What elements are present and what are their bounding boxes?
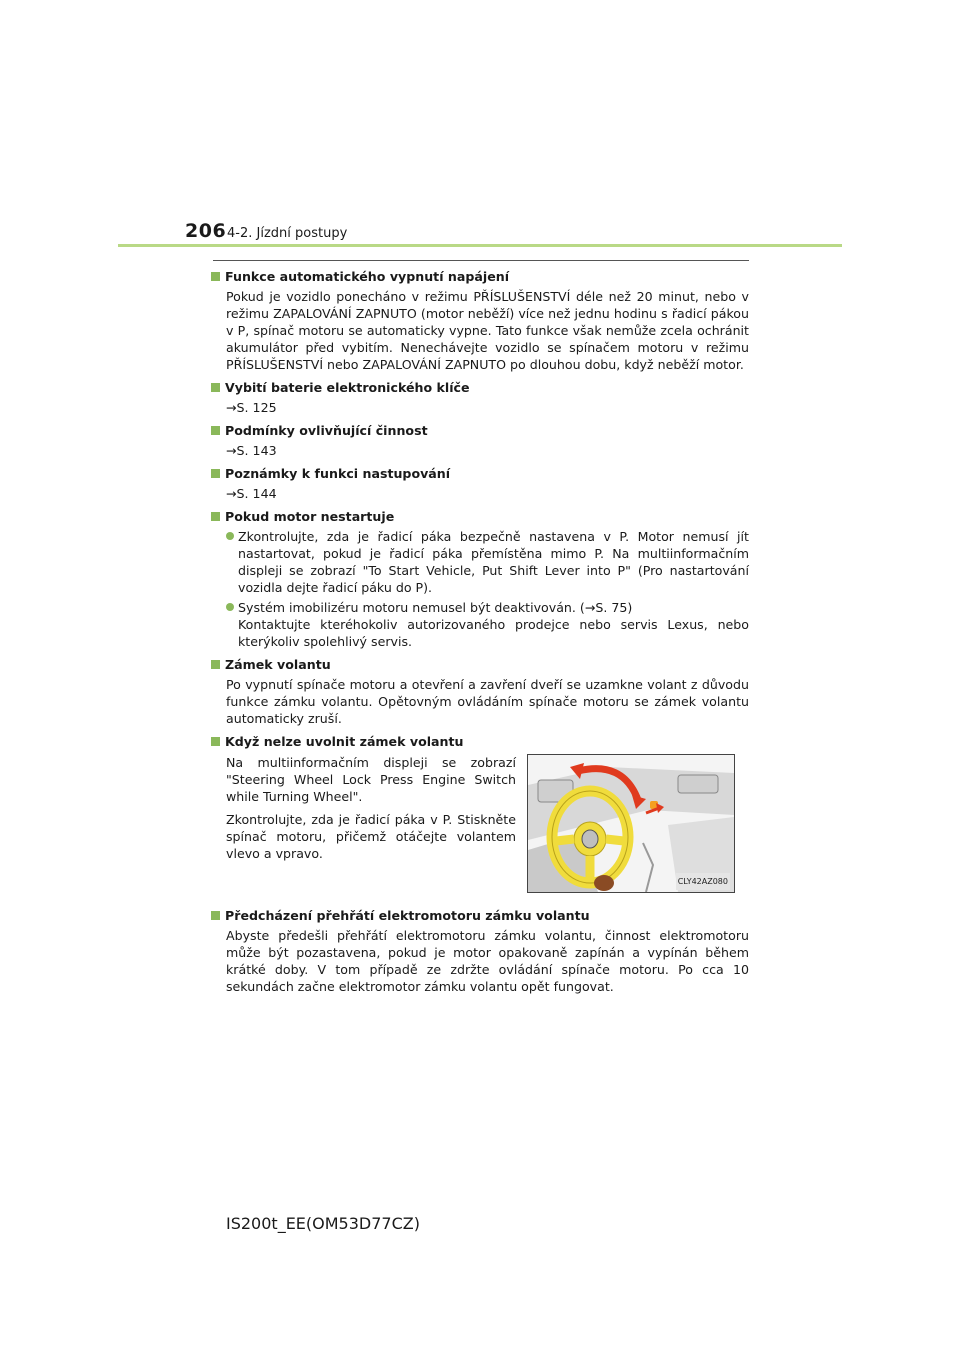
square-bullet-icon [211, 426, 220, 435]
section-title: 4-2. Jízdní postupy [227, 226, 348, 241]
heading: Vybití baterie elektronického klíče [211, 379, 749, 396]
steering-wheel-illustration [527, 754, 735, 893]
list-item: Zkontrolujte, zda je řadicí páka bezpečně nastavena v P. Motor nemusí jít nastartovat, pokud je řadicí páka přemístěna mimo P. Na multiinformačním displeji se zobrazí "To Start Vehicle, Put Shift Lever into P" (Pro nastartování vozidla dejte řadicí páku do P). [226, 528, 749, 596]
heading: Pokud motor nestartuje [211, 508, 749, 525]
heading: Podmínky ovlivňující činnost [211, 422, 749, 439]
heading: Předcházení přehřátí elektromotoru zámku volantu [211, 907, 749, 924]
square-bullet-icon [211, 272, 220, 281]
content-rule [213, 260, 749, 261]
header-rule [118, 244, 842, 247]
heading: Zámek volantu [211, 656, 749, 673]
square-bullet-icon [211, 469, 220, 478]
square-bullet-icon [211, 512, 220, 521]
page-number: 206 [185, 220, 227, 242]
list-item: Systém imobilizéru motoru nemusel být deaktivován. (→S. 75) Kontaktujte kteréhokoliv autorizovaného prodejce nebo servis Lexus, nebo kterýkoliv spolehlivý servis. [226, 599, 749, 650]
figure-row [226, 754, 749, 893]
heading: Funkce automatického vypnutí napájení [211, 268, 749, 285]
content [211, 268, 749, 995]
round-bullet-icon [226, 532, 234, 540]
paragraph: Po vypnutí spínače motoru a otevření a zavření dveří se uzamkne volant z důvodu funkce zámku volantu. Opětovným ovládáním spínače motoru se zámek volantu automaticky zruší. [226, 677, 749, 726]
footer-model: IS200t_EE(OM53D77CZ) [226, 1214, 420, 1233]
steering-wheel-icon [528, 755, 734, 892]
square-bullet-icon [211, 737, 220, 746]
paragraph: Pokud je vozidlo ponecháno v režimu PŘÍSLUŠENSTVÍ déle než 20 minut, nebo v režimu ZAPALOVÁNÍ ZAPNUTO (motor neběží) více než jednu hodinu s řadicí pákou v P, spínač motoru se automaticky vypne. Tato funkce však nemůže zcela ochránit akumulátor před vybitím. Nenechávejte vozidlo se spínačem motoru v režimu PŘÍSLUŠENSTVÍ nebo ZAPALOVÁNÍ ZAPNUTO po dlouhou dobu, když neběží motor. [226, 289, 749, 372]
paragraph: Na multiinformačním displeji se zobrazí "Steering Wheel Lock Press Engine Switch while Turning Wheel". [226, 755, 516, 804]
page-reference: →S. 143 [226, 443, 277, 458]
page-reference: →S. 144 [226, 486, 277, 501]
figure-text [226, 754, 516, 893]
square-bullet-icon [211, 383, 220, 392]
heading: Poznámky k funkci nastupování [211, 465, 749, 482]
figure-code: CLY42AZ080 [676, 873, 730, 890]
round-bullet-icon [226, 603, 234, 611]
paragraph: Abyste předešli přehřátí elektromotoru zámku volantu, činnost elektromotoru může být pozastavena, pokud je motor opakovaně zapínán a vypínán během krátké doby. V tom případě ze zdržte ovládání spínače motoru. Po cca 10 sekundách začne elektromotor zámku volantu opět fungovat. [226, 928, 749, 994]
page-reference: →S. 125 [226, 400, 277, 415]
square-bullet-icon [211, 660, 220, 669]
heading: Když nelze uvolnit zámek volantu [211, 733, 749, 750]
paragraph: Zkontrolujte, zda je řadicí páka v P. Stiskněte spínač motoru, přičemž otáčejte volantem vlevo a vpravo. [226, 812, 516, 861]
square-bullet-icon [211, 911, 220, 920]
